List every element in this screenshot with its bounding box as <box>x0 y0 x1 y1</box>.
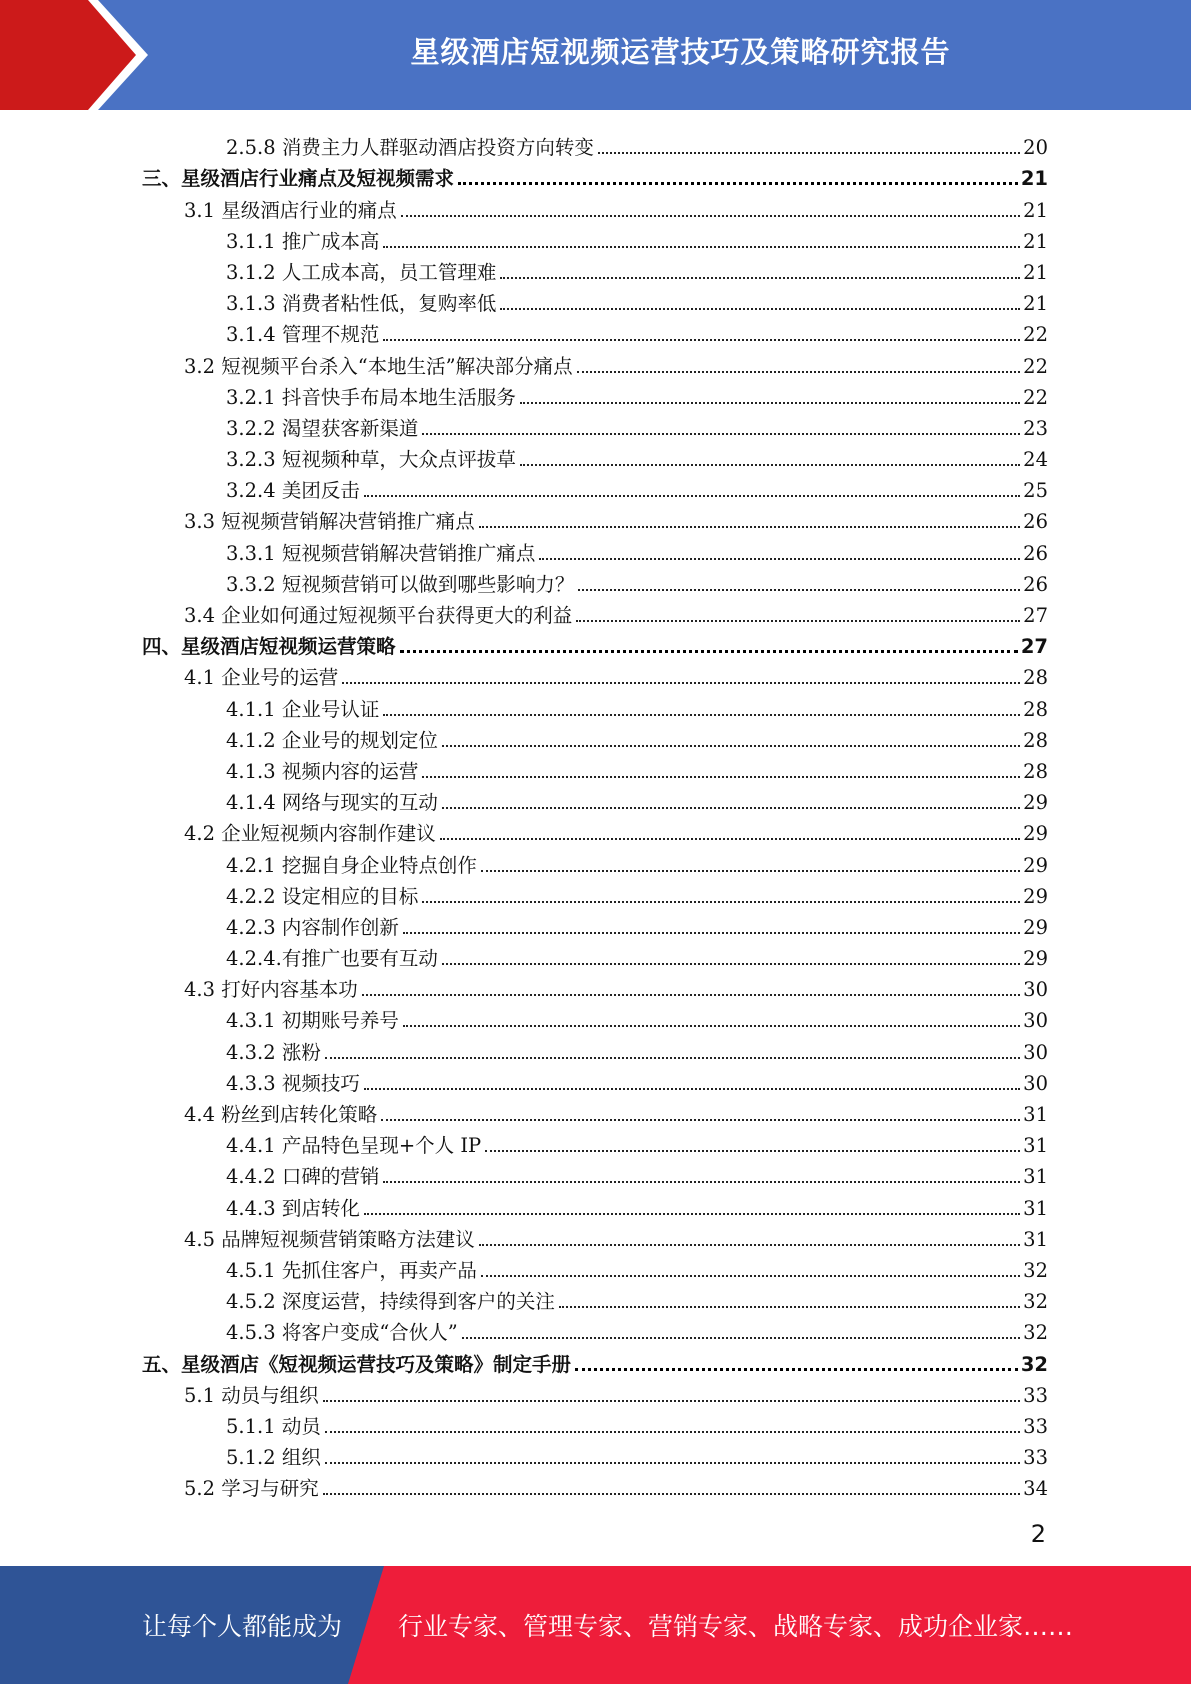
table-of-contents <box>142 128 1048 1500</box>
toc-entry[interactable] <box>142 1064 1048 1095</box>
toc-entry-title: 4.2.1 挖掘自身企业特点创作 <box>226 853 477 877</box>
toc-entry-title: 4.5.3 将客户变成“合伙人” <box>226 1321 458 1345</box>
toc-entry-page: 28 <box>1023 759 1048 783</box>
toc-entry-page: 29 <box>1023 853 1048 877</box>
toc-entry-page: 30 <box>1023 978 1048 1002</box>
toc-entry-title: 3.2.4 美团反击 <box>226 479 360 503</box>
footer-slogan-left: 让每个人都能成为 <box>142 1612 343 1641</box>
toc-entry-page: 29 <box>1023 791 1048 815</box>
toc-entry[interactable] <box>142 565 1048 596</box>
toc-dot-leader <box>520 402 1020 404</box>
toc-entry-title: 5.1.1 动员 <box>226 1414 321 1438</box>
toc-dot-leader <box>364 495 1020 497</box>
toc-entry-page: 28 <box>1023 697 1048 721</box>
toc-entry[interactable] <box>142 689 1048 720</box>
toc-dot-leader <box>462 1337 1020 1339</box>
toc-entry-page: 26 <box>1023 541 1048 565</box>
toc-entry-title: 4.1.3 视频内容的运营 <box>226 759 419 783</box>
toc-entry[interactable] <box>142 1407 1048 1438</box>
toc-entry[interactable] <box>142 596 1048 627</box>
toc-entry[interactable] <box>142 1001 1048 1032</box>
toc-entry-title: 四、星级酒店短视频运营策略 <box>142 635 396 659</box>
toc-entry-page: 21 <box>1023 260 1048 284</box>
toc-entry[interactable] <box>142 814 1048 845</box>
toc-entry[interactable] <box>142 1188 1048 1219</box>
toc-entry[interactable] <box>142 440 1048 471</box>
toc-dot-leader <box>381 1119 1020 1121</box>
toc-entry-title: 三、星级酒店行业痛点及短视频需求 <box>142 167 455 191</box>
toc-dot-leader <box>342 682 1020 684</box>
toc-dot-leader <box>442 963 1020 965</box>
toc-dot-leader <box>458 182 1018 185</box>
toc-entry-page: 33 <box>1023 1446 1048 1470</box>
toc-entry-title: 4.4.2 口碑的营销 <box>226 1165 380 1189</box>
toc-entry[interactable] <box>142 1313 1048 1344</box>
toc-dot-leader <box>383 1181 1020 1183</box>
toc-entry-page: 29 <box>1023 915 1048 939</box>
footer-banner <box>0 1566 1191 1684</box>
toc-entry-title: 4.5.1 先抓住客户，再卖产品 <box>226 1258 477 1282</box>
toc-entry-page: 21 <box>1020 167 1048 191</box>
toc-dot-leader <box>577 371 1021 373</box>
toc-entry-title: 五、星级酒店《短视频运营技巧及策略》制定手册 <box>142 1352 572 1376</box>
toc-dot-leader <box>442 807 1020 809</box>
header-banner <box>0 0 1191 110</box>
toc-entry-title: 4.3.1 初期账号养号 <box>226 1009 399 1033</box>
toc-entry-title: 3.2 短视频平台杀入“本地生活”解决部分痛点 <box>184 354 573 378</box>
toc-entry[interactable] <box>142 845 1048 876</box>
toc-entry[interactable] <box>142 1157 1048 1188</box>
toc-dot-leader <box>403 1025 1020 1027</box>
toc-entry-page: 31 <box>1023 1227 1048 1251</box>
toc-entry-title: 3.3.1 短视频营销解决营销推广痛点 <box>226 541 536 565</box>
toc-entry-page: 22 <box>1023 385 1048 409</box>
toc-dot-leader <box>479 526 1020 528</box>
toc-entry-page: 30 <box>1023 1040 1048 1064</box>
toc-dot-leader <box>422 433 1020 435</box>
toc-entry-title: 3.1.2 人工成本高，员工管理难 <box>226 260 497 284</box>
toc-entry-title: 3.3 短视频营销解决营销推广痛点 <box>184 510 475 534</box>
toc-entry-title: 3.1.1 推广成本高 <box>226 229 380 253</box>
toc-entry-page: 32 <box>1023 1321 1048 1345</box>
toc-entry-page: 24 <box>1023 448 1048 472</box>
toc-entry-page: 25 <box>1023 479 1048 503</box>
toc-dot-leader <box>403 932 1020 934</box>
toc-entry-title: 4.2.4.有推广也要有互动 <box>226 947 438 971</box>
toc-entry[interactable] <box>142 1438 1048 1469</box>
toc-entry-title: 4.4.1 产品特色呈现+个人 IP <box>226 1134 482 1158</box>
toc-entry-title: 4.5 品牌短视频营销策略方法建议 <box>184 1227 475 1251</box>
toc-entry-page: 22 <box>1023 323 1048 347</box>
toc-dot-leader <box>364 1088 1020 1090</box>
toc-entry-page: 21 <box>1023 198 1048 222</box>
toc-entry-page: 29 <box>1023 822 1048 846</box>
toc-entry[interactable] <box>142 1220 1048 1251</box>
toc-entry[interactable] <box>142 284 1048 315</box>
toc-entry-title: 4.3.3 视频技巧 <box>226 1071 360 1095</box>
toc-dot-leader <box>362 994 1020 996</box>
toc-entry-page: 33 <box>1023 1414 1048 1438</box>
toc-dot-leader <box>500 308 1020 310</box>
toc-entry[interactable] <box>142 970 1048 1001</box>
toc-dot-leader <box>325 1431 1020 1433</box>
toc-entry[interactable] <box>142 783 1048 814</box>
toc-entry-title: 4.2.2 设定相应的目标 <box>226 884 419 908</box>
toc-entry[interactable] <box>142 627 1048 658</box>
toc-entry-page: 30 <box>1023 1009 1048 1033</box>
toc-dot-leader <box>383 246 1020 248</box>
toc-entry-page: 34 <box>1023 1477 1048 1501</box>
toc-entry[interactable] <box>142 658 1048 689</box>
toc-entry-page: 31 <box>1023 1103 1048 1126</box>
toc-entry-page: 32 <box>1023 1258 1048 1282</box>
toc-entry-title: 4.4.3 到店转化 <box>226 1196 360 1220</box>
toc-dot-leader <box>575 1368 1018 1371</box>
toc-entry[interactable] <box>142 1126 1048 1157</box>
toc-entry-title: 4.1.4 网络与现实的互动 <box>226 791 438 815</box>
toc-entry-title: 3.1 星级酒店行业的痛点 <box>184 198 397 222</box>
toc-entry[interactable] <box>142 409 1048 440</box>
toc-entry-page: 28 <box>1023 666 1048 690</box>
toc-entry-title: 3.2.3 短视频种草，大众点评拔草 <box>226 448 516 472</box>
toc-entry-title: 4.5.2 深度运营，持续得到客户的关注 <box>226 1290 555 1314</box>
toc-entry[interactable] <box>142 315 1048 346</box>
toc-entry-title: 5.1.2 组织 <box>226 1446 321 1470</box>
toc-entry-title: 5.2 学习与研究 <box>184 1477 319 1501</box>
toc-dot-leader <box>400 650 1018 653</box>
toc-entry-page: 31 <box>1023 1196 1048 1220</box>
toc-entry[interactable] <box>142 502 1048 533</box>
toc-entry-title: 3.4 企业如何通过短视频平台获得更大的利益 <box>184 604 573 627</box>
toc-dot-leader <box>481 1275 1020 1277</box>
toc-entry-page: 20 <box>1023 136 1048 160</box>
toc-dot-leader <box>323 1493 1020 1495</box>
toc-dot-leader <box>520 464 1020 466</box>
toc-entry-title: 4.1.1 企业号认证 <box>226 697 380 721</box>
toc-entry[interactable] <box>142 908 1048 939</box>
toc-dot-leader <box>500 277 1020 279</box>
toc-entry[interactable] <box>142 877 1048 908</box>
toc-entry-page: 29 <box>1023 884 1048 908</box>
toc-entry-title: 2.5.8 消费主力人群驱动酒店投资方向转变 <box>226 136 594 160</box>
toc-entry[interactable] <box>142 721 1048 752</box>
toc-entry-title: 3.2.1 抖音快手布局本地生活服务 <box>226 385 516 409</box>
toc-dot-leader <box>539 558 1020 560</box>
toc-entry[interactable] <box>142 346 1048 377</box>
toc-dot-leader <box>576 620 1020 622</box>
toc-entry-page: 33 <box>1023 1383 1048 1407</box>
toc-entry-page: 22 <box>1023 354 1048 378</box>
toc-entry[interactable] <box>142 1344 1048 1375</box>
page-number: 2 <box>1030 1520 1046 1548</box>
document-title: 星级酒店短视频运营技巧及策略研究报告 <box>410 34 951 69</box>
toc-entry[interactable] <box>142 752 1048 783</box>
toc-entry-page: 31 <box>1023 1165 1048 1189</box>
toc-dot-leader <box>323 1400 1020 1402</box>
toc-dot-leader <box>479 1244 1020 1246</box>
toc-entry[interactable] <box>142 378 1048 409</box>
toc-dot-leader <box>578 589 1020 591</box>
toc-entry-title: 4.4 粉丝到店转化策略 <box>184 1103 378 1126</box>
toc-entry-page: 26 <box>1023 572 1048 596</box>
toc-entry-title: 4.3 打好内容基本功 <box>184 978 358 1002</box>
toc-entry-page: 30 <box>1023 1071 1048 1095</box>
toc-entry-title: 3.1.3 消费者粘性低，复购率低 <box>226 292 497 316</box>
toc-dot-leader <box>598 152 1020 154</box>
toc-entry-page: 26 <box>1023 510 1048 534</box>
toc-entry-title: 5.1 动员与组织 <box>184 1383 319 1407</box>
toc-entry-page: 21 <box>1023 292 1048 316</box>
toc-dot-leader <box>325 1057 1020 1059</box>
toc-entry[interactable] <box>142 222 1048 253</box>
toc-entry[interactable] <box>142 1469 1048 1500</box>
toc-entry-page: 21 <box>1023 229 1048 253</box>
toc-dot-leader <box>364 1213 1020 1215</box>
toc-dot-leader <box>422 776 1020 778</box>
toc-dot-leader <box>481 870 1020 872</box>
toc-entry-title: 4.1 企业号的运营 <box>184 666 339 690</box>
toc-entry-page: 23 <box>1023 416 1048 440</box>
toc-dot-leader <box>485 1150 1020 1152</box>
toc-entry-title: 4.1.2 企业号的规划定位 <box>226 728 438 752</box>
toc-entry[interactable] <box>142 1376 1048 1407</box>
toc-entry-page: 27 <box>1023 604 1048 627</box>
toc-dot-leader <box>440 838 1020 840</box>
toc-entry-page: 31 <box>1023 1134 1048 1158</box>
toc-dot-leader <box>442 745 1020 747</box>
toc-entry[interactable] <box>142 253 1048 284</box>
toc-entry-title: 4.2.3 内容制作创新 <box>226 915 399 939</box>
toc-entry-title: 3.1.4 管理不规范 <box>226 323 380 347</box>
toc-entry-title: 4.3.2 涨粉 <box>226 1040 321 1064</box>
toc-dot-leader <box>383 714 1020 716</box>
toc-entry[interactable] <box>142 159 1048 190</box>
toc-dot-leader <box>559 1306 1020 1308</box>
toc-entry[interactable] <box>142 1282 1048 1313</box>
toc-dot-leader <box>401 215 1020 217</box>
toc-entry[interactable] <box>142 939 1048 970</box>
toc-dot-leader <box>422 901 1020 903</box>
toc-entry-title: 4.2 企业短视频内容制作建议 <box>184 822 436 846</box>
toc-entry-page: 27 <box>1020 635 1048 659</box>
toc-entry-title: 3.2.2 渴望获客新渠道 <box>226 416 419 440</box>
toc-dot-leader <box>383 339 1020 341</box>
toc-entry[interactable] <box>142 190 1048 221</box>
toc-entry-page: 28 <box>1023 728 1048 752</box>
toc-entry[interactable] <box>142 128 1048 159</box>
toc-entry[interactable] <box>142 1095 1048 1126</box>
toc-entry-page: 29 <box>1023 947 1048 971</box>
footer-slogan-right: 行业专家、管理专家、营销专家、战略专家、成功企业家…… <box>398 1612 1074 1641</box>
toc-entry[interactable] <box>142 1032 1048 1063</box>
toc-dot-leader <box>325 1462 1020 1464</box>
toc-entry[interactable] <box>142 471 1048 502</box>
toc-entry[interactable] <box>142 533 1048 564</box>
toc-entry[interactable] <box>142 1251 1048 1282</box>
toc-entry-page: 32 <box>1023 1290 1048 1314</box>
toc-entry-page: 32 <box>1020 1352 1048 1376</box>
toc-entry-title: 3.3.2 短视频营销可以做到哪些影响力？ <box>226 572 575 596</box>
